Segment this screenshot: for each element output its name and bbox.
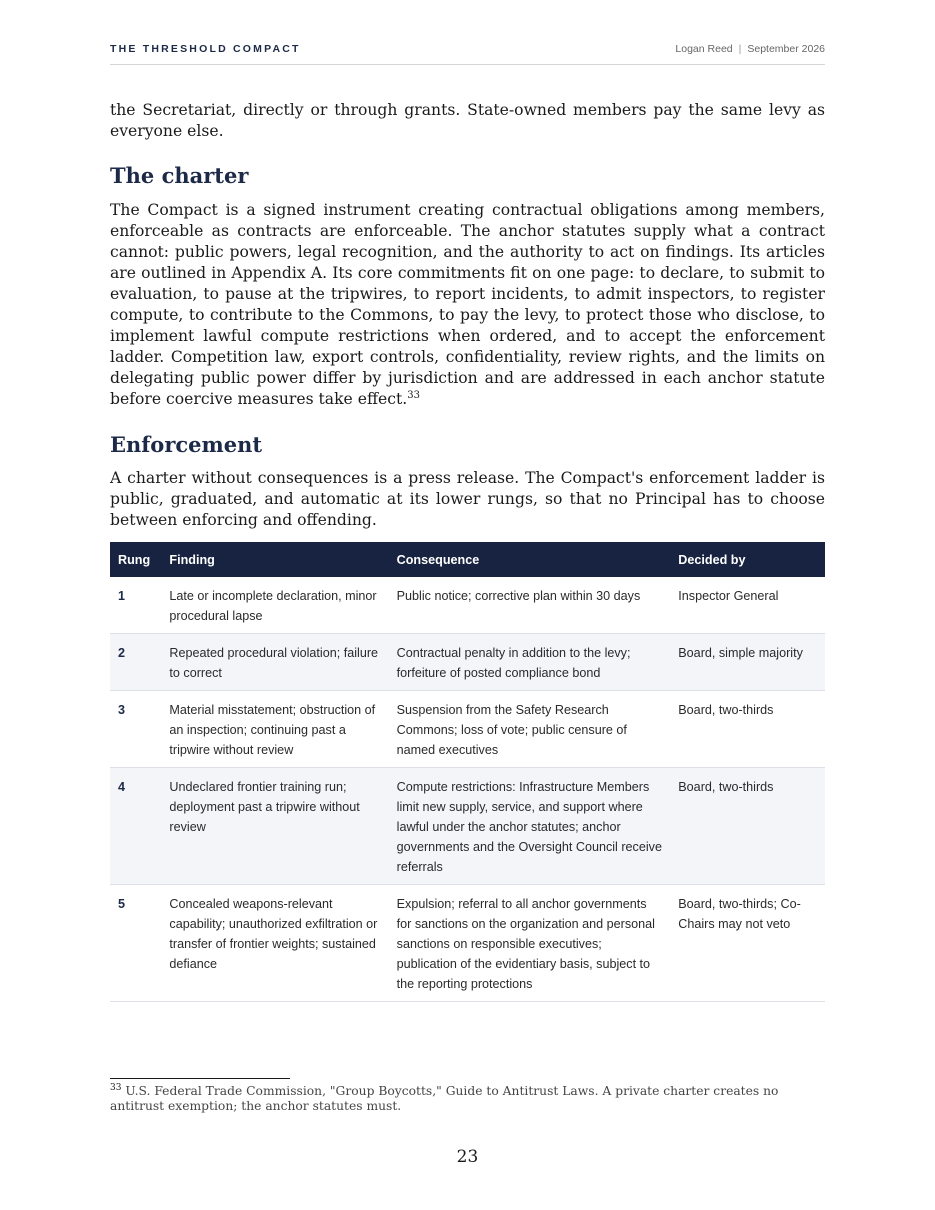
header-separator: | [738,43,742,55]
charter-paragraph-text: The Compact is a signed instrument creating contractual obligations among members, enforceable as contracts are enforceable. The anchor statutes supply what a contract cannot: public powers, legal recognition, and the authority to act on findings. Its articles are outlined in Appendix A. Its core commitments fit on one page: to declare, to submit to evaluation, to pause at the tripwires, to report incidents, to admit inspectors, to register compute, to contribute to the Commons, to pay the levy, to protect those who disclose, to implement lawful compute restrictions when ordered, and to accept the enforcement ladder. Competition law, export controls, confidentiality, review rights, and the limits on delegating public power differ by jurisdiction and are addressed in each anchor statute before coercive measures take effect. [110,201,825,408]
consequence-cell: Expulsion; referral to all anchor governments for sanctions on the organization and personal sanctions on responsible executives; publication of the evidentiary basis, subject to the reporting protections [389,885,671,1002]
decided-by-cell: Board, two-thirds [670,691,825,768]
footnote-number: 33 [110,1083,122,1093]
enforcement-heading: Enforcement [110,432,263,457]
header-rung: Rung [110,542,161,577]
finding-cell: Undeclared frontier training run; deployment past a tripwire without review [161,768,388,885]
consequence-cell: Contractual penalty in addition to the levy; forfeiture of posted compliance bond [389,634,671,691]
decided-by-cell: Board, two-thirds; Co-Chairs may not veto [670,885,825,1002]
table-row [110,577,825,634]
table-row [110,634,825,691]
table-row [110,885,825,1002]
charter-paragraph [110,200,825,410]
page-number: 23 [456,1147,479,1167]
decided-by-cell: Inspector General [670,577,825,634]
footnote-divider [110,1078,290,1079]
rung-number: 3 [110,691,161,768]
consequence-cell: Public notice; corrective plan within 30 days [389,577,671,634]
footnote-text: U.S. Federal Trade Commission, "Group Boycotts," Guide to Antitrust Laws. A private charter creates no antitrust exemption; the anchor statutes must. [110,1084,779,1113]
rung-number: 4 [110,768,161,885]
intro-paragraph: the Secretariat, directly or through grants. State-owned members pay the same levy as everyone else. [110,101,825,140]
decided-by-cell: Board, two-thirds [670,768,825,885]
rung-number: 5 [110,885,161,1002]
publication-date: September 2026 [747,43,825,55]
enforcement-paragraph: A charter without consequences is a press release. The Compact's enforcement ladder is public, graduated, and automatic at its lower rungs, so that no Principal has to choose between enforcing and offending. [110,469,825,529]
author-name: Logan Reed [675,43,733,55]
consequence-cell: Suspension from the Safety Research Commons; loss of vote; public censure of named executives [389,691,671,768]
table-header-row [110,542,825,577]
header-decided-by: Decided by [670,542,825,577]
rung-number: 1 [110,577,161,634]
enforcement-ladder-table [110,542,825,1002]
table-row [110,768,825,885]
footnote-reference[interactable]: 33 [407,390,420,401]
charter-heading: The charter [110,163,249,188]
publication-title: THE THRESHOLD COMPACT [110,43,301,55]
running-header [110,42,825,65]
header-consequence: Consequence [389,542,671,577]
finding-cell: Concealed weapons-relevant capability; unauthorized exfiltration or transfer of frontier weights; sustained defiance [161,885,388,1002]
consequence-cell: Compute restrictions: Infrastructure Members limit new supply, service, and support where lawful under the anchor statutes; anchor governments and the Oversight Council receive referrals [389,768,671,885]
decided-by-cell: Board, simple majority [670,634,825,691]
rung-number: 2 [110,634,161,691]
finding-cell: Late or incomplete declaration, minor procedural lapse [161,577,388,634]
header-finding: Finding [161,542,388,577]
finding-cell: Material misstatement; obstruction of an inspection; continuing past a tripwire without review [161,691,388,768]
table-row [110,691,825,768]
header-meta [675,43,825,55]
finding-cell: Repeated procedural violation; failure to correct [161,634,388,691]
footnote [110,1084,825,1114]
